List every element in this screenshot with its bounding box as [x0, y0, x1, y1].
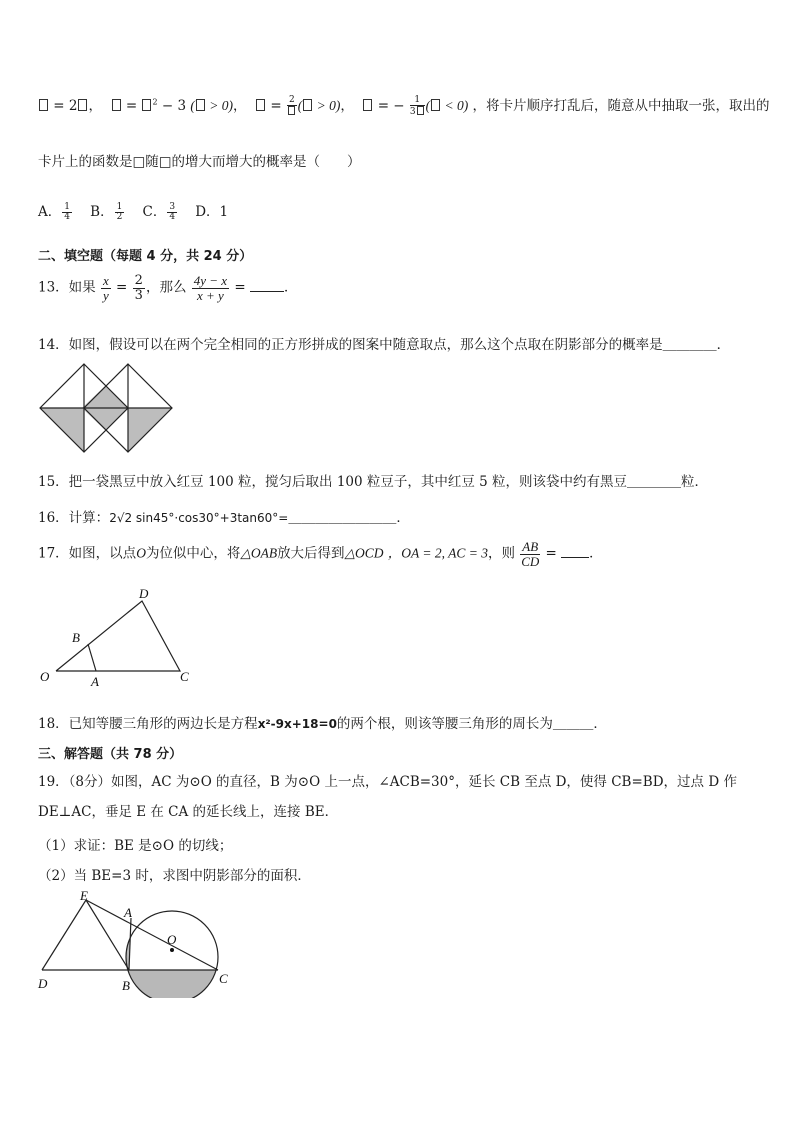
q19-line1: 19．（8分）如图，AC 为⊙O 的直径，B 为⊙O 上一点，∠ACB=30°，延长 CB 至点 D，使得 CB=BD，过点 D 作 [38, 774, 737, 790]
svg-text:O: O [167, 932, 177, 947]
q18: 18．已知等腰三角形的两边长是方程x²-9x+18=0的两个根，则该等腰三角形的周长为＿＿＿． [38, 716, 607, 732]
svg-text:O: O [40, 669, 50, 684]
figure-17 [38, 585, 208, 687]
q16-expr: 2√2 sin45°·cos30°+3tan60°= [109, 511, 289, 525]
q19-part2: （2）当 BE=3 时，求图中阴影部分的面积． [38, 868, 311, 884]
q12-line2: 卡片上的函数是□随□的增大而增大的概率是（ ） [38, 154, 361, 170]
q12-line1 [38, 94, 770, 117]
svg-text:C: C [180, 669, 189, 684]
q17: 17．如图，以点O为位似中心，将△OAB放大后得到△OCD ，OA = 2, AC = 3，则 $\frac{AB}{CD}$ = ． [38, 539, 603, 569]
svg-text:D: D [38, 976, 48, 991]
svg-text:B: B [72, 630, 80, 645]
svg-text:D: D [139, 586, 149, 601]
section3-title: 三、解答题（共 78 分） [38, 747, 183, 762]
q19-line2: DE⊥AC，垂足 E 在 CA 的延长线上，连接 BE． [38, 804, 339, 820]
q15: 15．把一袋黑豆中放入红豆 100 粒，搅匀后取出 100 粒豆子，其中红豆 5 粒，则该袋中约有黑豆＿＿＿＿粒． [38, 474, 709, 490]
svg-text:A: A [124, 905, 132, 920]
q13: 13．如果 $\frac{x}{y}$ = $\frac{2}{3}$ ，那么 $\frac{4y - x}{x + y}$ = ． [38, 273, 298, 303]
figure-19 [36, 888, 236, 998]
fig19-shade-bottom [96, 970, 226, 998]
section2-title: 二、填空题（每题 4 分，共 24 分） [38, 249, 253, 264]
q19-part1: （1）求证：BE 是⊙O 的切线； [38, 838, 233, 854]
svg-text:B: B [122, 978, 130, 993]
q16: 16．计算：2√2 sin45°·cos30°+3tan60°=＿＿＿＿＿＿＿＿． [38, 510, 410, 526]
q12-options [38, 200, 228, 222]
svg-text:C: C [219, 971, 228, 986]
figure-14 [38, 362, 178, 454]
svg-text:E: E [80, 888, 88, 903]
q12-option-c[interactable]: C． $\frac{3}{4}$ [142, 201, 176, 222]
q12-functions: = 2 ， = $^2$ − 3 ( > 0)， = 2 ( > 0)， = − $\frac{1}{3}$ ( < 0) [38, 98, 473, 114]
q12-option-b[interactable]: B． $\frac{1}{2}$ [90, 201, 123, 222]
q12-option-a[interactable]: A． $\frac{1}{4}$ [38, 201, 70, 222]
q12-tail: ，将卡片顺序打乱后，随意从中抽取一张，取出的 [472, 98, 770, 114]
q14: 14．如图，假设可以在两个完全相同的正方形拼成的图案中随意取点，那么这个点取在阴影部分的概率是＿＿＿＿． [38, 337, 731, 353]
svg-text:A: A [91, 674, 99, 687]
q12-option-d[interactable]: D．1 [195, 204, 229, 220]
